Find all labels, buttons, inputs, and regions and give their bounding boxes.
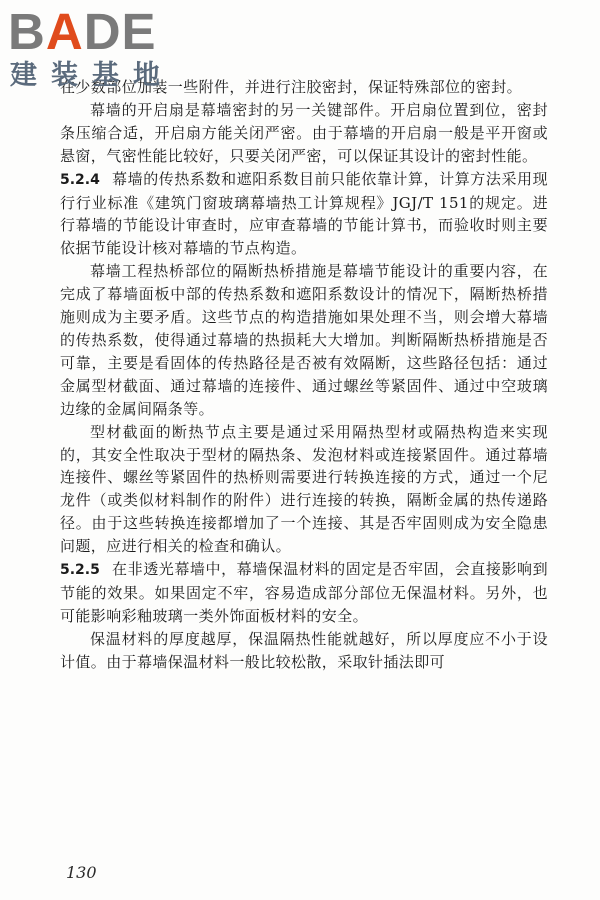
logo-brand-prefix: B [8, 3, 46, 60]
logo-brand-accent-letter: A [45, 3, 84, 60]
clause-5-2-5 [60, 558, 548, 628]
paragraph-continuation [60, 76, 548, 99]
paragraph-text: 在非透光幕墙中，幕墙保温材料的固定是否牢固，会直接影响到节能的效果。如果固定不牢，容易造成部分部位无保温材料。另外，也可能影响彩釉玻璃一类外饰面板材料的安全。 [60, 560, 548, 625]
logo-brand-text [8, 3, 157, 60]
paragraph [60, 260, 548, 420]
paragraph-text: 型材截面的断热节点主要是通过采用隔热型材或隔热构造来实现的，其安全性取决于型材的隔热条、发泡材料或连接紧固件。通过幕墙连接件、螺丝等紧固件的热桥则需要进行转换连接的方式，通过一个尼龙件（或类似材料制作的附件）进行连接的转换，隔断金属的热传递路径。由于这些转换连接都增加了一个连接、其是否牢固则成为安全隐患问题，应进行相关的检查和确认。 [60, 422, 548, 556]
logo-brand-suffix: DE [83, 3, 157, 60]
body-text [60, 76, 548, 674]
paragraph-text: 保温材料的厚度越厚，保温隔热性能就越好，所以厚度应不小于设计值。由于幕墙保温材料一般比较松散，采取针插法即可 [60, 629, 548, 671]
paragraph-text: 在少数部位加装一些附件，并进行注胶密封，保证特殊部位的密封。 [60, 78, 523, 96]
clause-5-2-4 [60, 168, 548, 261]
paragraph [60, 628, 548, 674]
clause-number: 5.2.4 [60, 171, 100, 188]
clause-number: 5.2.5 [60, 562, 100, 579]
page-number: 130 [66, 863, 97, 882]
paragraph-text: 幕墙的传热系数和遮阳系数目前只能依靠计算，计算方法采用现行行业标准《建筑门窗玻璃幕墙热工计算规程》JGJ/T 151的规定。进行幕墙的节能设计审查时，应审查幕墙的节能计算书，而验收时则主要依据节能设计核对幕墙的节点构造。 [60, 169, 548, 258]
paragraph [60, 421, 548, 558]
paragraph [60, 99, 548, 168]
logo-subtitle: 建装基地 [10, 60, 174, 91]
paragraph-text: 幕墙工程热桥部位的隔断热桥措施是幕墙节能设计的重要内容，在完成了幕墙面板中部的传热系数和遮阳系数设计的情况下，隔断热桥措施则成为主要矛盾。这些节点的构造措施如果处理不当，则会增大幕墙的传热系数，使得通过幕墙的热损耗大大增加。判断隔断热桥措施是否可靠，主要是看固体的传热路径是否被有效隔断，这些路径包括：通过金属型材截面、通过幕墙的连接件、通过螺丝等紧固件、通过中空玻璃边缘的金属间隔条等。 [60, 262, 548, 418]
paragraph-text: 幕墙的开启扇是幕墙密封的另一关键部件。开启扇位置到位，密封条压缩合适，开启扇方能关闭严密。由于幕墙的开启扇一般是平开窗或悬窗，气密性能比较好，只要关闭严密，可以保证其设计的密封性能。 [60, 100, 548, 165]
